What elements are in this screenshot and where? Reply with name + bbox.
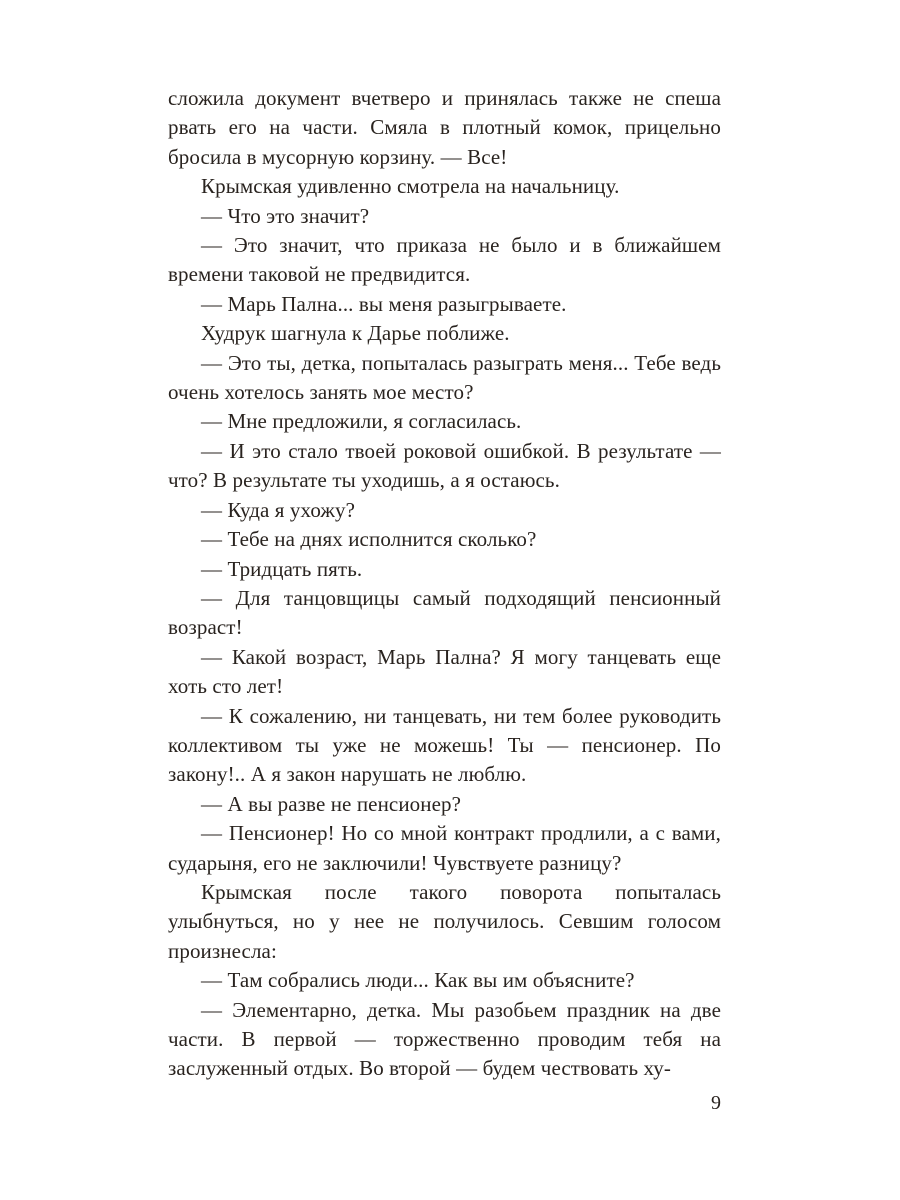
paragraph: — Что это значит? xyxy=(201,203,370,228)
paragraph: — Куда я ухожу? xyxy=(201,497,356,522)
paragraph: — Марь Пална... вы меня разыгрываете. xyxy=(201,291,567,316)
paragraph: — К сожалению, ни танцевать, ни тем более руководить коллективом ты уже не можешь! Ты — пенсионер. По закону!.. А я закон нарушать не люблю. xyxy=(168,703,721,787)
paragraph: — Тебе на днях исполнится сколько? xyxy=(201,527,537,552)
paragraph: — Какой возраст, Марь Пална? Я могу танцевать еще хоть сто лет! xyxy=(168,644,721,699)
paragraph: Худрук шагнула к Дарье поближе. xyxy=(201,321,510,346)
paragraph: — Это значит, что приказа не было и в ближайшем времени таковой не предвидится. xyxy=(168,233,721,287)
paragraph: — И это стало твоей роковой ошибкой. В результате — что? В результате ты уходишь, а я остаюсь. xyxy=(168,438,721,493)
paragraph: — Мне предложили, я согласилась. xyxy=(201,409,522,434)
paragraph: Крымская после такого поворота попыталась улыбнуться, но у нее не получилось. Севшим голосом произнесла: xyxy=(168,879,721,963)
paragraph: — Там собрались люди... Как вы им объясните? xyxy=(201,968,635,993)
page-number: 9 xyxy=(711,1092,721,1114)
paragraph: — Для танцовщицы самый подходящий пенсионный возраст! xyxy=(168,585,721,640)
paragraph: — Элементарно, детка. Мы разобьем праздник на две части. В первой — торжественно проводим тебя на заслуженный отдых. Во второй — будем чествовать ху- xyxy=(168,997,721,1081)
paragraph: Крымская удивленно смотрела на начальницу. xyxy=(201,174,620,199)
paragraph: — Тридцать пять. xyxy=(201,556,363,581)
paragraph: — А вы разве не пенсионер? xyxy=(201,791,462,816)
paragraph: — Пенсионер! Но со мной контракт продлили, а с вами, сударыня, его не заключили! Чувствуете разницу? xyxy=(168,821,721,875)
paragraph: сложила документ вчетверо и принялась также не спеша рвать его на части. Смяла в плотный комок, прицельно бросила в мусорную корзину. — Все! xyxy=(168,86,721,169)
paragraph: — Это ты, детка, попыталась разыграть меня... Тебе ведь очень хотелось занять мое место? xyxy=(168,350,721,405)
text-block xyxy=(168,84,721,1084)
